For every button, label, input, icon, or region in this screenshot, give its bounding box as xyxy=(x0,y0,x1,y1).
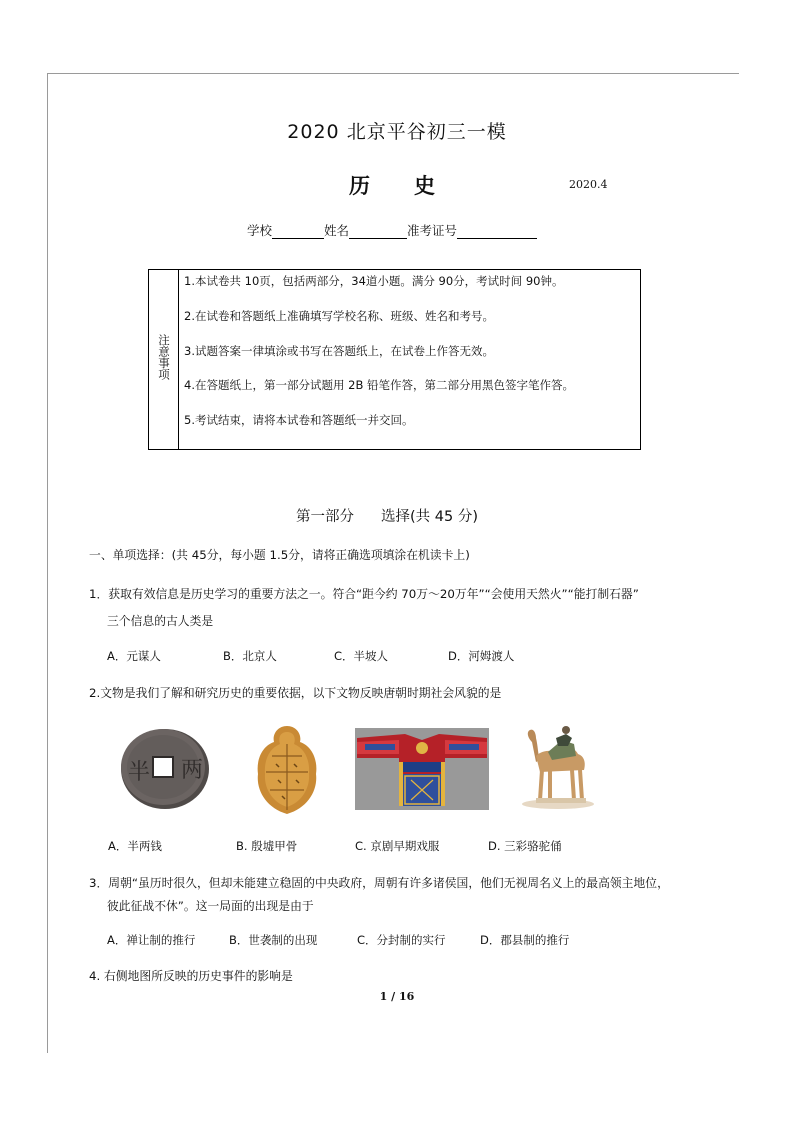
q3-option-a: A．禅让制的推行 xyxy=(107,933,196,947)
subject-heading: 历史 xyxy=(349,173,479,198)
q1-stem-line1: 1．获取有效信息是历史学习的重要方法之一。符合“距今约 70万～20万年”“会使用天然火”“能打制石器” xyxy=(89,587,639,601)
section-name: 选择(共 45 分) xyxy=(381,509,478,525)
exam-id-label: 准考证号 xyxy=(407,223,458,238)
notice-item: 2.在试卷和答题纸上准确填写学校名称、班级、姓名和考号。 xyxy=(184,309,494,323)
q2-option-c: C. 京剧早期戏服 xyxy=(355,839,440,853)
notice-item: 3.试题答案一律填涂或书写在答题纸上，在试卷上作答无效。 xyxy=(184,344,494,358)
notice-box xyxy=(148,269,641,450)
notice-item: 4.在答题纸上，第一部分试题用 2B 铅笔作答，第二部分用黑色签字笔作答。 xyxy=(184,378,574,392)
q1-option-d: D．河姆渡人 xyxy=(448,649,515,663)
sancai-camel-image xyxy=(518,716,596,812)
notice-item: 5.考试结束，请将本试卷和答题纸一并交回。 xyxy=(184,413,414,427)
section-instruction: 一、单项选择：(共 45分，每小题 1.5分，请将正确选项填涂在机读卡上) xyxy=(89,548,470,562)
name-label: 姓名 xyxy=(324,223,350,238)
section-heading xyxy=(296,505,478,526)
q3-stem-line1: 3．周朝“虽历时很久，但却未能建立稳固的中央政府，周朝有许多诸侯国，他们无视周名义上的最高领主地位， xyxy=(89,876,669,890)
q2-stem: 2.文物是我们了解和研究历史的重要依据，以下文物反映唐朝时期社会风貌的是 xyxy=(89,686,502,700)
page-number: 1 / 16 xyxy=(379,990,415,1003)
ban-liang-coin-image xyxy=(118,725,212,811)
notice-side-cell xyxy=(149,270,179,449)
exam-id-blank xyxy=(457,224,537,239)
q1-stem-line2: 三个信息的古人类是 xyxy=(107,614,214,628)
opera-costume-image xyxy=(355,728,489,810)
section-part: 第一部分 xyxy=(296,509,354,525)
school-blank xyxy=(272,224,324,239)
q4-stem: 4. 右侧地图所反映的历史事件的影响是 xyxy=(89,969,293,983)
oracle-bone-image xyxy=(254,724,320,816)
q3-option-c: C．分封制的实行 xyxy=(357,933,446,947)
svg-text:半: 半 xyxy=(128,760,151,785)
page-border-left xyxy=(47,73,48,1053)
q1-option-b: B．北京人 xyxy=(223,649,277,663)
svg-text:两: 两 xyxy=(181,758,204,783)
q3-option-d: D．郡县制的推行 xyxy=(480,933,570,947)
q3-stem-line2: 彼此征战不休”。这一局面的出现是由于 xyxy=(107,899,314,913)
page-border-top xyxy=(47,73,739,74)
q3-option-b: B．世袭制的出现 xyxy=(229,933,318,947)
exam-title: 2020 北京平谷初三一模 xyxy=(287,121,507,143)
q2-option-a: A．半两钱 xyxy=(108,839,162,853)
student-info-row xyxy=(247,221,537,239)
notice-label: 注意事项 xyxy=(157,334,171,380)
exam-date: 2020.4 xyxy=(569,178,608,191)
school-label: 学校 xyxy=(247,223,273,238)
name-blank xyxy=(349,224,407,239)
q1-option-a: A．元谋人 xyxy=(107,649,161,663)
q2-option-d: D. 三彩骆驼俑 xyxy=(488,839,562,853)
notice-item: 1.本试卷共 10页，包括两部分，34道小题。满分 90分，考试时间 90钟。 xyxy=(184,274,564,288)
q1-option-c: C．半坡人 xyxy=(334,649,389,663)
q2-option-b: B. 殷墟甲骨 xyxy=(236,839,298,853)
